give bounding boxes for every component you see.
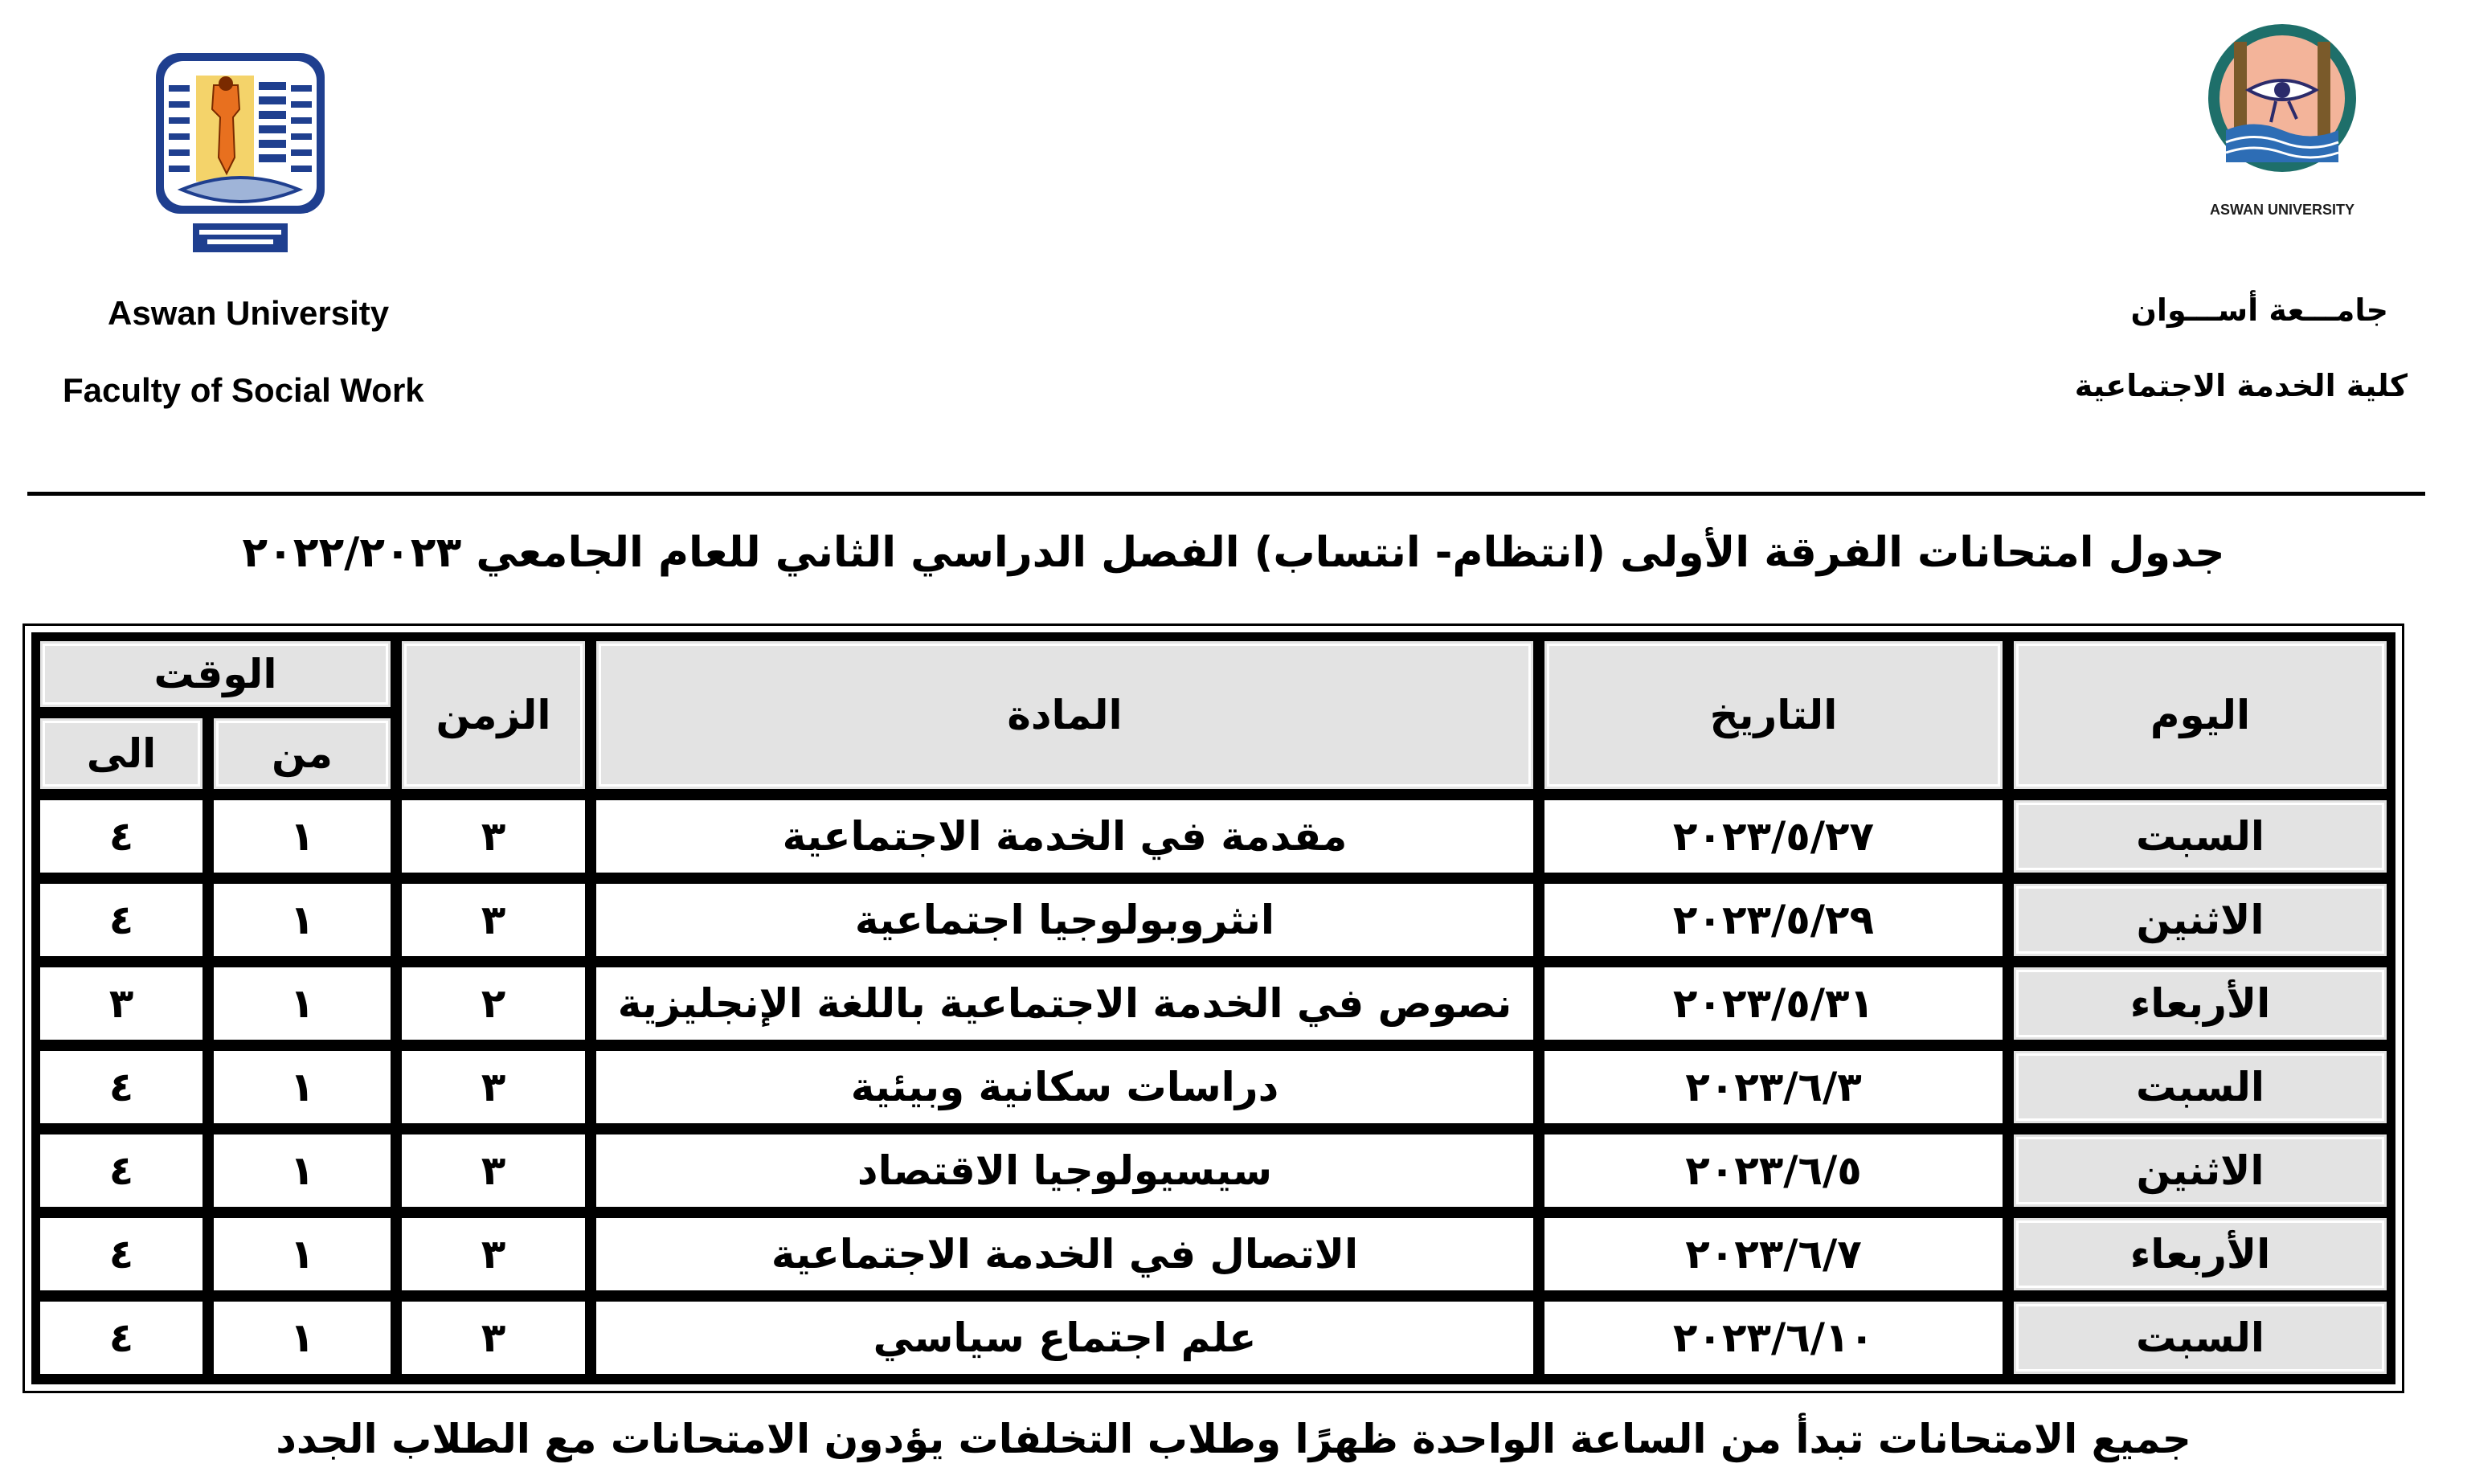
table-row-1-duration: ٣: [399, 798, 587, 875]
table-row-5-date: ٢٠٢٣/٦/٥: [1542, 1132, 2005, 1209]
table-row-4-date: ٢٠٢٣/٦/٣: [1542, 1049, 2005, 1126]
table-row-4-to: ٤: [38, 1049, 205, 1126]
header-day: اليوم: [2011, 639, 2389, 791]
table-row-1-subject: مقدمة في الخدمة الاجتماعية: [594, 798, 1536, 875]
exam-schedule-table: [23, 623, 2404, 1393]
header-duration: الزمن: [399, 639, 587, 791]
table-row-4-day: السبت: [2011, 1049, 2389, 1126]
table-row-7-from: ١: [211, 1299, 393, 1376]
table-row-3-from: ١: [211, 965, 393, 1042]
table-row-6-duration: ٣: [399, 1216, 587, 1293]
table-row-6-to: ٤: [38, 1216, 205, 1293]
table-row-1-to: ٤: [38, 798, 205, 875]
table-row-3-subject: نصوص في الخدمة الاجتماعية باللغة الإنجليزية: [594, 965, 1536, 1042]
table-row-2-from: ١: [211, 881, 393, 959]
table-row-4-duration: ٣: [399, 1049, 587, 1126]
table-row-5-day: الاثنين: [2011, 1132, 2389, 1209]
table-row-2-subject: انثروبولوجيا اجتماعية: [594, 881, 1536, 959]
header-subject: المادة: [594, 639, 1536, 791]
table-row-7-date: ٢٠٢٣/٦/١٠: [1542, 1299, 2005, 1376]
table-row-2-to: ٤: [38, 881, 205, 959]
table-row-5-to: ٤: [38, 1132, 205, 1209]
table-row-3-day: الأربعاء: [2011, 965, 2389, 1042]
table-row-2-date: ٢٠٢٣/٥/٢٩: [1542, 881, 2005, 959]
english-faculty-name: Faculty of Social Work: [63, 371, 424, 409]
header-divider: [27, 492, 2425, 496]
table-row-6-date: ٢٠٢٣/٦/٧: [1542, 1216, 2005, 1293]
table-row-3-date: ٢٠٢٣/٥/٣١: [1542, 965, 2005, 1042]
table-row-4-subject: دراسات سكانية وبيئية: [594, 1049, 1536, 1126]
page-title: جدول امتحانات الفرقة الأولى (انتظام- انتساب) الفصل الدراسي الثاني للعام الجامعي ٢٠٢٢/٢٠٢٣: [242, 529, 2225, 577]
table-grid: [31, 632, 2395, 1384]
table-row-1-from: ١: [211, 798, 393, 875]
table-row-6-subject: الاتصال في الخدمة الاجتماعية: [594, 1216, 1536, 1293]
table-row-7-day: السبت: [2011, 1299, 2389, 1376]
table-row-7-to: ٤: [38, 1299, 205, 1376]
arabic-faculty-name: كلية الخدمة الاجتماعية: [2074, 368, 2408, 403]
footer-note: جميع الامتحانات تبدأ من الساعة الواحدة ظهرًا وطلاب التخلفات يؤدون الامتحانات مع الطلاب الجدد: [276, 1416, 2191, 1462]
arabic-university-name: جامـــعة أســـوان: [2130, 292, 2388, 328]
faculty-logo: [149, 37, 331, 260]
header-date: التاريخ: [1542, 639, 2005, 791]
table-row-7-subject: علم اجتماع سياسي: [594, 1299, 1536, 1376]
table-row-5-subject: سيسيولوجيا الاقتصاد: [594, 1132, 1536, 1209]
table-row-1-date: ٢٠٢٣/٥/٢٧: [1542, 798, 2005, 875]
header-time: الوقت: [38, 639, 393, 709]
table-row-7-duration: ٣: [399, 1299, 587, 1376]
table-row-6-day: الأربعاء: [2011, 1216, 2389, 1293]
english-university-name: Aswan University: [108, 294, 390, 332]
university-logo: [2202, 10, 2363, 227]
header-from: من: [211, 716, 393, 791]
table-row-1-day: السبت: [2011, 798, 2389, 875]
table-row-5-from: ١: [211, 1132, 393, 1209]
table-row-4-from: ١: [211, 1049, 393, 1126]
table-row-3-to: ٣: [38, 965, 205, 1042]
table-row-3-duration: ٢: [399, 965, 587, 1042]
table-row-5-duration: ٣: [399, 1132, 587, 1209]
header-to: الى: [38, 716, 205, 791]
table-row-2-day: الاثنين: [2011, 881, 2389, 959]
university-logo-caption: ASWAN UNIVERSITY: [2209, 202, 2355, 218]
table-row-2-duration: ٣: [399, 881, 587, 959]
table-row-6-from: ١: [211, 1216, 393, 1293]
